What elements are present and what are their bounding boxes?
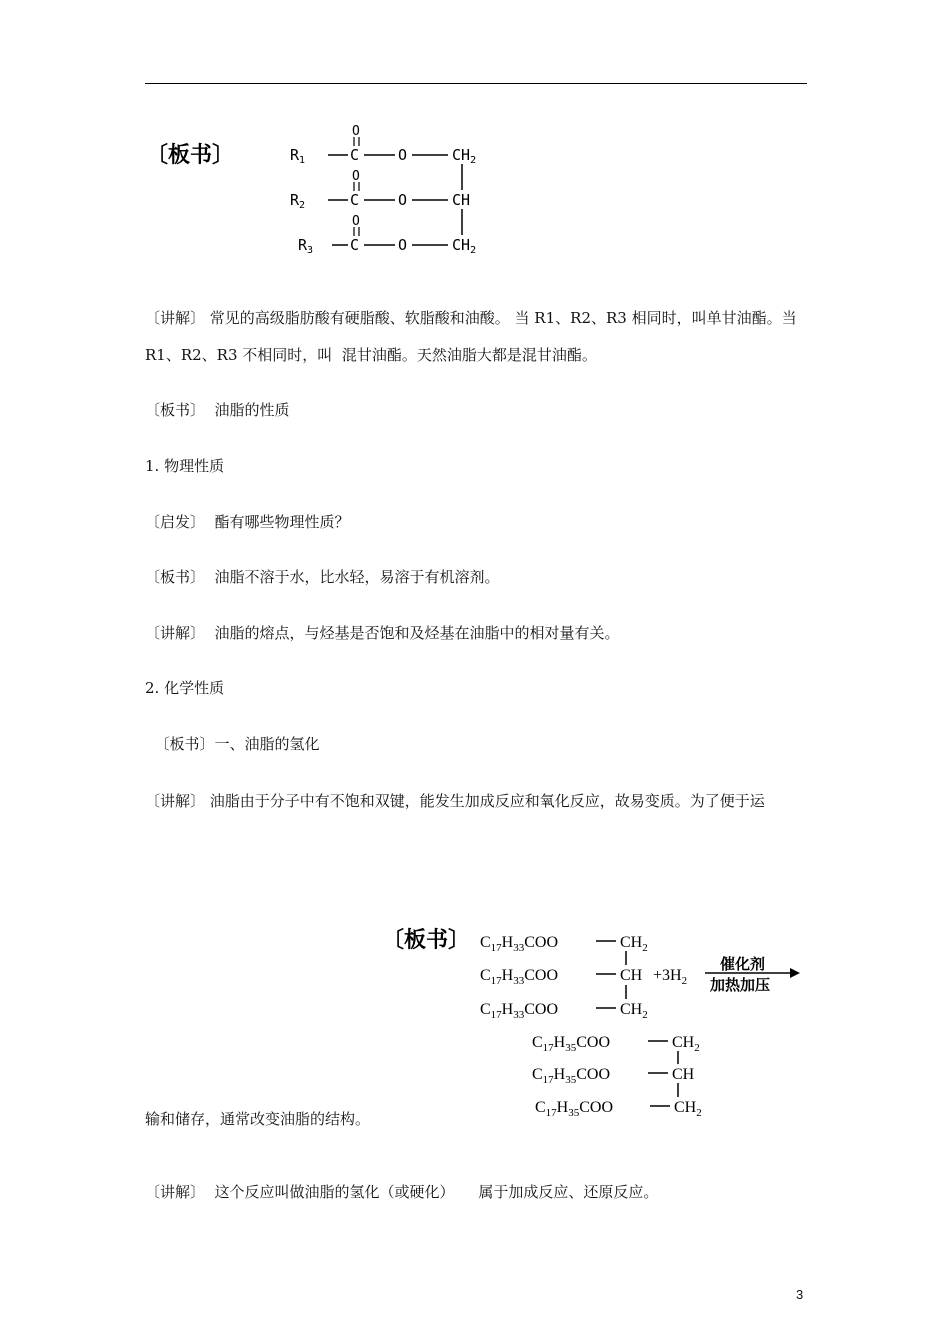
hydrogen-reagent: $+3H_2$ <box>653 967 688 987</box>
section-heading-chemical: 2. 化学性质 <box>145 679 225 697</box>
svg-text:C17H33COO: $C_{17}H_{33}COO$ <box>480 934 559 954</box>
ester-row-3 <box>298 214 476 256</box>
board-label: 〔板书〕 <box>146 142 235 167</box>
reactant-row-1 <box>480 934 648 954</box>
svg-text:CH: CH <box>452 191 471 209</box>
catalyst-label: 催化剂 <box>720 955 766 973</box>
ester-row-2 <box>290 169 470 211</box>
ester-row-1 <box>290 124 476 166</box>
svg-text:O: O <box>352 124 360 139</box>
svg-text:C17H35COO: $C_{17}H_{35}COO$ <box>535 1099 614 1119</box>
svg-text:R2: $R_2$ <box>290 191 306 211</box>
paragraph-3: 〔板书〕 油脂的性质 <box>145 401 290 419</box>
board-label: 〔板书〕 <box>382 927 471 952</box>
paragraph-8: 〔讲解〕 油脂由于分子中有不饱和双键，能发生加成反应和氧化反应，故易变质。为了便于运 <box>145 792 765 810</box>
page-number: 3 <box>796 1287 804 1302</box>
svg-text:O: O <box>398 191 408 209</box>
section-heading-physical: 1. 物理性质 <box>145 457 225 475</box>
paragraph-7: 〔板书〕一、油脂的氢化 <box>145 735 320 753</box>
svg-text:C17H35COO: $C_{17}H_{35}COO$ <box>532 1034 611 1054</box>
reactant-row-3 <box>480 1001 648 1021</box>
paragraph-6: 〔讲解〕 油脂的熔点，与烃基是否饱和及烃基在油脂中的相对量有关。 <box>145 624 620 642</box>
svg-text:CH: CH <box>672 1066 695 1083</box>
header-rule <box>145 83 807 84</box>
paragraph-5: 〔板书〕 油脂不溶于水，比水轻，易溶于有机溶剂。 <box>145 568 500 586</box>
product-row-2 <box>532 1066 695 1086</box>
svg-text:C17H33COO: $C_{17}H_{33}COO$ <box>480 967 559 987</box>
svg-text:O: O <box>352 169 360 184</box>
svg-text:R1: $R_1$ <box>290 146 306 166</box>
svg-text:O: O <box>398 236 408 254</box>
reactant-row-2 <box>480 967 687 987</box>
paragraph-10: 〔讲解〕 这个反应叫做油脂的氢化（或硬化） 属于加成反应、还原反应。 <box>145 1183 659 1201</box>
reaction-arrow <box>705 955 800 994</box>
paragraph-9: 输和储存，通常改变油脂的结构。 <box>145 1110 371 1128</box>
svg-text:R3: $R_3$ <box>298 236 314 256</box>
triglyceride-structure-figure <box>140 118 520 268</box>
svg-text:CH: CH <box>620 967 643 984</box>
svg-text:CH2: $CH_2$ <box>672 1034 700 1054</box>
svg-text:CH2: $CH_2$ <box>452 146 477 166</box>
product-row-1 <box>532 1034 700 1054</box>
svg-text:C17H35COO: $C_{17}H_{35}COO$ <box>532 1066 611 1086</box>
svg-text:C: C <box>350 236 360 254</box>
svg-text:CH2: $CH_2$ <box>620 1001 648 1021</box>
svg-text:O: O <box>398 146 408 164</box>
svg-text:C: C <box>350 146 360 164</box>
svg-text:CH2: $CH_2$ <box>452 236 477 256</box>
conditions-label: 加热加压 <box>710 976 771 994</box>
svg-text:C: C <box>350 191 360 209</box>
paragraph-1: 〔讲解〕 常见的高级脂肪酸有硬脂酸、软脂酸和油酸。 当 R1、R2、R3 相同时，叫单甘油酯。当 <box>145 309 797 327</box>
product-row-3 <box>535 1099 702 1119</box>
svg-text:CH2: $CH_2$ <box>620 934 648 954</box>
svg-text:CH2: $CH_2$ <box>674 1099 702 1119</box>
svg-text:O: O <box>352 214 360 229</box>
paragraph-4: 〔启发〕 酯有哪些物理性质？ <box>145 513 350 531</box>
paragraph-2: R1、R2、R3 不相同时，叫 混甘油酯。天然油脂大都是混甘油酯。 <box>145 346 597 364</box>
hydrogenation-reaction-figure <box>380 920 810 1125</box>
svg-text:C17H33COO: $C_{17}H_{33}COO$ <box>480 1001 559 1021</box>
